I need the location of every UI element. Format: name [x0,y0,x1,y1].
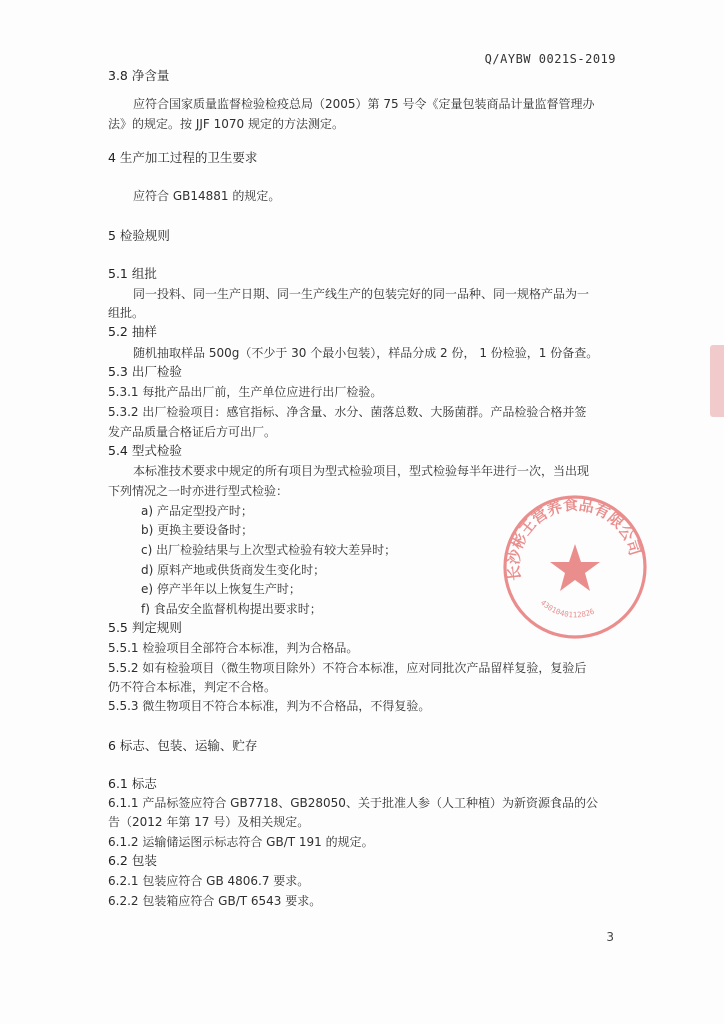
edge-seal-fragment [710,345,724,417]
list-item: d) 原料产地或供货商发生变化时； [141,563,326,577]
clause-5-3-1: 5.3.1 每批产品出厂前，生产单位应进行出厂检验。 [108,385,383,399]
clause-5-5-3: 5.5.3 微生物项目不符合本标准，判为不合格品，不得复验。 [108,699,431,713]
clause-5-3-2: 5.3.2 出厂检验项目：感官指标、净含量、水分、菌落总数、大肠菌群。产品检验合格并签 [108,405,587,419]
section-5-5-title: 5.5 判定规则 [108,620,182,635]
seal-code-text: 4301040112826 [538,598,596,620]
section-5-1-title: 5.1 组批 [108,266,157,281]
paragraph: 仍不符合本标准，判定不合格。 [108,680,277,694]
section-6-1-title: 6.1 标志 [108,776,157,791]
paragraph: 下列情况之一时亦进行型式检验： [108,484,289,498]
section-5-title: 5 检验规则 [108,228,170,243]
paragraph: 本标准技术要求中规定的所有项目为型式检验项目，型式检验每半年进行一次，当出现 [133,464,590,478]
seal-company-text: 长沙彬王营养食品有限公司 [504,495,645,582]
paragraph: 应符合 GB14881 的规定。 [133,189,281,203]
section-6-2-title: 6.2 包装 [108,853,157,868]
page-number: 3 [606,930,614,944]
paragraph: 应符合国家质量监督检验检疫总局（2005）第 75 号令《定量包装商品计量监督管理办 [133,97,595,111]
clause-6-2-1: 6.2.1 包装应符合 GB 4806.7 要求。 [108,874,310,888]
company-seal [500,492,650,642]
clause-6-1-1: 6.1.1 产品标签应符合 GB7718、GB28050、关于批准人参（人工种植）为新资源食品的公 [108,796,598,810]
list-item: b) 更换主要设备时； [141,523,254,537]
list-item: e) 停产半年以上恢复生产时； [141,582,301,596]
paragraph: 发产品质量合格证后方可出厂。 [108,425,277,439]
seal-star-icon [550,544,600,591]
section-3-8-title: 3.8 净含量 [108,68,170,83]
section-6-title: 6 标志、包装、运输、贮存 [108,738,258,753]
paragraph: 随机抽取样品 500g（不少于 30 个最小包装），样品分成 2 份， 1 份检验，1 份备查。 [133,346,599,360]
paragraph: 同一投料、同一生产日期、同一生产线生产的包装完好的同一品种、同一规格产品为一 [133,287,590,301]
section-4-title: 4 生产加工过程的卫生要求 [108,150,258,165]
list-item: f) 食品安全监督机构提出要求时； [141,602,322,616]
clause-5-5-1: 5.5.1 检验项目全部符合本标准，判为合格品。 [108,641,359,655]
standard-number: Q/AYBW 0021S-2019 [484,52,616,66]
paragraph: 法》的规定。按 JJF 1070 规定的方法测定。 [108,117,344,131]
clause-5-5-2: 5.5.2 如有检验项目（微生物项目除外）不符合本标准，应对同批次产品留样复验，复验后 [108,661,587,675]
clause-6-2-2: 6.2.2 包装箱应符合 GB/T 6543 要求。 [108,894,322,908]
clause-6-1-2: 6.1.2 运输储运图示标志符合 GB/T 191 的规定。 [108,835,374,849]
section-5-2-title: 5.2 抽样 [108,324,157,339]
section-5-3-title: 5.3 出厂检验 [108,364,182,379]
section-5-4-title: 5.4 型式检验 [108,443,182,458]
paragraph: 组批。 [108,306,145,320]
list-item: c) 出厂检验结果与上次型式检验有较大差异时； [141,543,397,557]
list-item: a) 产品定型投产时； [141,504,253,518]
paragraph: 告（2012 年第 17 号）及相关规定。 [108,815,310,829]
